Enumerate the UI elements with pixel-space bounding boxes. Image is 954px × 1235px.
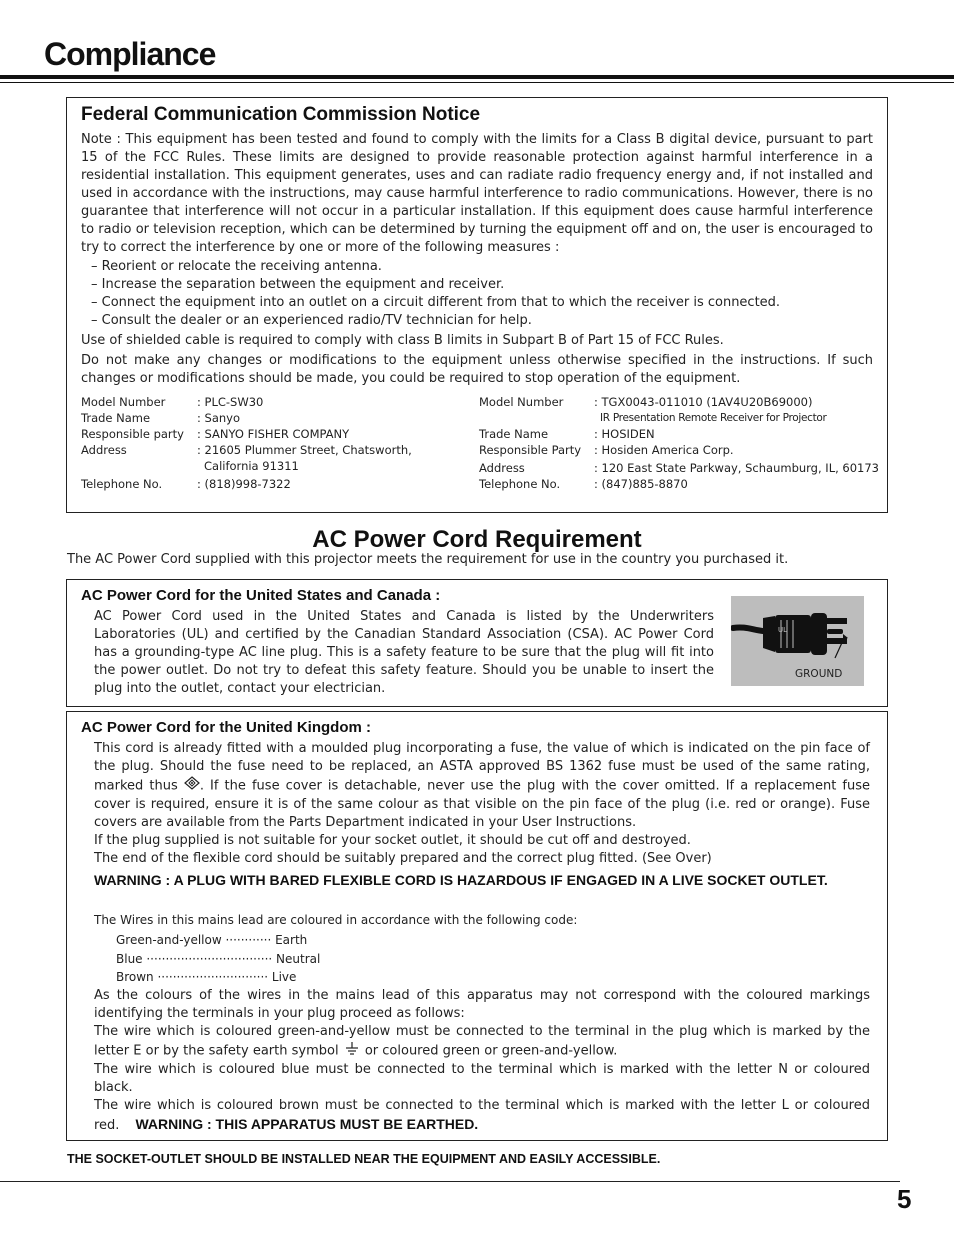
wire-colour-list xyxy=(116,931,320,987)
spec-value: : HOSIDEN xyxy=(594,427,655,441)
uk-wiring-instructions xyxy=(94,987,870,1135)
uk-fuse-text-a: This cord is already fitted with a moulded plug incorporating a fuse, the value of which is indicated on the pin face of the plug. Should the fuse need to be replaced, an ASTA approved BS 1362 fuse must be used of the same rating, marked thus xyxy=(94,741,870,794)
spec-value: : (818)998-7322 xyxy=(197,477,291,491)
spec-value: California 91311 xyxy=(204,459,299,473)
earth-symbol-icon xyxy=(343,1041,361,1061)
spec-row xyxy=(479,410,879,426)
list-item: Brown ····························· Live xyxy=(116,970,297,984)
spec-value: : Sanyo xyxy=(197,411,241,425)
spec-value: : (847)885-8870 xyxy=(594,477,688,491)
spec-label: Address xyxy=(81,443,127,457)
spec-row xyxy=(479,426,879,442)
uk-box xyxy=(66,711,888,1141)
spec-row xyxy=(479,394,879,410)
page-number: 5 xyxy=(897,1184,912,1214)
grounding-plug-illustration xyxy=(731,596,864,686)
spec-row xyxy=(479,476,879,492)
footer-rule xyxy=(0,1181,900,1182)
spec-label: Telephone No. xyxy=(81,477,163,491)
title-rule-thin xyxy=(0,82,954,83)
fcc-notice-title: Federal Communication Commission Notice xyxy=(81,104,481,125)
uk-fuse-text-b: . If the fuse cover is detachable, never use the plug with the cover omitted. If a replacement fuse cover is required, ensure it is of the same colour as that visible on the pin face of the plug (i.e. red or orange). Fuse covers are available from the Parts Department indicated in your User Instructions. xyxy=(94,778,870,830)
spec-row xyxy=(81,426,471,442)
list-item: – Increase the separation between the equipment and receiver. xyxy=(91,277,505,292)
spec-row xyxy=(81,442,471,458)
remote-spec-table xyxy=(479,394,879,492)
us-canada-title: AC Power Cord for the United States and Canada : xyxy=(81,587,441,604)
us-canada-box xyxy=(66,579,888,707)
spec-label: Trade Name xyxy=(81,411,151,425)
spec-label: Trade Name xyxy=(479,427,549,441)
fcc-shielded-cable-paragraph: Use of shielded cable is required to comply with class B limits in Subpart B of Part 15 of FCC Rules. xyxy=(81,333,724,348)
spec-label: Model Number xyxy=(81,395,166,409)
uk-fuse-paragraph xyxy=(94,740,870,868)
page-title: Compliance xyxy=(44,36,216,72)
spec-label: Responsible Party xyxy=(479,443,582,457)
spec-label: Address xyxy=(479,461,525,475)
spec-row xyxy=(479,442,879,460)
spec-value: : TGX0043-011010 (1AV4U20B69000) xyxy=(594,395,813,409)
uk-plug-unsuitable-text: If the plug supplied is not suitable for your socket outlet, it should be cut off and destroyed. xyxy=(94,833,691,848)
spec-value: : PLC-SW30 xyxy=(197,395,264,409)
earthed-warning: WARNING : THIS APPARATUS MUST BE EARTHED. xyxy=(135,1116,479,1132)
asta-mark-icon xyxy=(184,776,200,796)
svg-text:UL: UL xyxy=(778,626,788,634)
spec-value: : Hosiden America Corp. xyxy=(594,443,734,457)
uk-earth-text-a: The wire which is coloured green-and-yellow must be connected to the terminal in the plug which is marked by the letter E or by the safety earth symbol xyxy=(94,1024,870,1059)
ac-intro-text: The AC Power Cord supplied with this projector meets the requirement for use in the country you purchased it. xyxy=(67,552,789,567)
spec-row xyxy=(479,460,879,476)
list-item: Green-and-yellow ············ Earth xyxy=(116,933,308,947)
list-item: – Connect the equipment into an outlet on a circuit different from that to which the receiver is connected. xyxy=(91,295,781,310)
us-canada-paragraph: AC Power Cord used in the United States and Canada is listed by the Underwriters Laboratories (UL) and certified by the Canadian Standard Association (CSA). AC Power Cord has a grounding-type AC line plug. This is a safety feature to be sure that the plug will fit into the power outlet. Do not try to defeat this safety feature. Should you be unable to insert the plug into the outlet, contact your electrician. xyxy=(94,609,714,696)
list-item: Blue ································· Neutral xyxy=(116,951,321,966)
fcc-notice-box xyxy=(66,97,888,513)
fcc-note-paragraph: Note : This equipment has been tested and found to comply with the limits for a Class B digital device, pursuant to part 15 of the FCC Rules. These limits are designed to provide reasonable protection against harmful interference in a residential installation. This equipment generates, uses and can radiate radio frequency energy and, if not installed and used in accordance with the instructions, may cause harmful interference to radio communications. However, there is no guarantee that interference will not occur in a particular installation. If this equipment does cause harmful interference to radio or television reception, which can be determined by turning the equipment off and on, the user is encouraged to try to correct the interference by one or more of the following measures : xyxy=(81,132,873,255)
uk-neutral-text: The wire which is coloured blue must be connected to the terminal which is marked with the letter N or coloured black. xyxy=(94,1062,870,1095)
spec-value: : 21605 Plummer Street, Chatsworth, xyxy=(197,443,412,457)
socket-outlet-note: THE SOCKET-OUTLET SHOULD BE INSTALLED NEAR THE EQUIPMENT AND EASILY ACCESSIBLE. xyxy=(67,1152,661,1166)
fcc-measures-list xyxy=(91,258,780,330)
title-rule-thick xyxy=(0,75,954,79)
uk-live-text: The wire which is coloured brown must be connected to the terminal which is marked with the letter L or coloured red. xyxy=(94,1098,870,1133)
list-item: – Consult the dealer or an experienced radio/TV technician for help. xyxy=(91,313,532,328)
uk-earth-text-b: or coloured green or green-and-yellow. xyxy=(364,1043,618,1059)
ac-section-title: AC Power Cord Requirement xyxy=(312,526,642,553)
ground-label: GROUND xyxy=(795,668,843,680)
spec-value: IR Presentation Remote Receiver for Projector xyxy=(600,412,827,424)
wires-intro: The Wires in this mains lead are coloured in accordance with the following code: xyxy=(94,913,578,927)
spec-label: Telephone No. xyxy=(479,477,561,491)
projector-spec-table xyxy=(81,394,471,492)
spec-row xyxy=(81,394,471,410)
spec-row xyxy=(81,476,471,492)
spec-label: Model Number xyxy=(479,395,564,409)
bared-cord-warning: WARNING : A PLUG WITH BARED FLEXIBLE CORD IS HAZARDOUS IF ENGAGED IN A LIVE SOCKET OUTLET. xyxy=(94,872,828,888)
uk-title: AC Power Cord for the United Kingdom : xyxy=(81,719,371,736)
spec-row xyxy=(81,410,471,426)
uk-cord-end-text: The end of the flexible cord should be suitably prepared and the correct plug fitted. (See Over) xyxy=(94,851,712,866)
spec-value: : SANYO FISHER COMPANY xyxy=(197,427,350,441)
uk-colours-note: As the colours of the wires in the mains lead of this apparatus may not correspond with the coloured markings identifying the terminals in your plug proceed as follows: xyxy=(94,988,870,1021)
list-item: – Reorient or relocate the receiving antenna. xyxy=(91,259,382,274)
fcc-changes-paragraph: Do not make any changes or modifications to the equipment unless otherwise specified in the instructions. If such changes or modifications should be made, you could be required to stop operation of the equipment. xyxy=(81,353,873,386)
spec-value: : 120 East State Parkway, Schaumburg, IL, 60173 xyxy=(594,461,879,475)
spec-label: Responsible party xyxy=(81,427,184,441)
spec-row xyxy=(81,458,471,476)
